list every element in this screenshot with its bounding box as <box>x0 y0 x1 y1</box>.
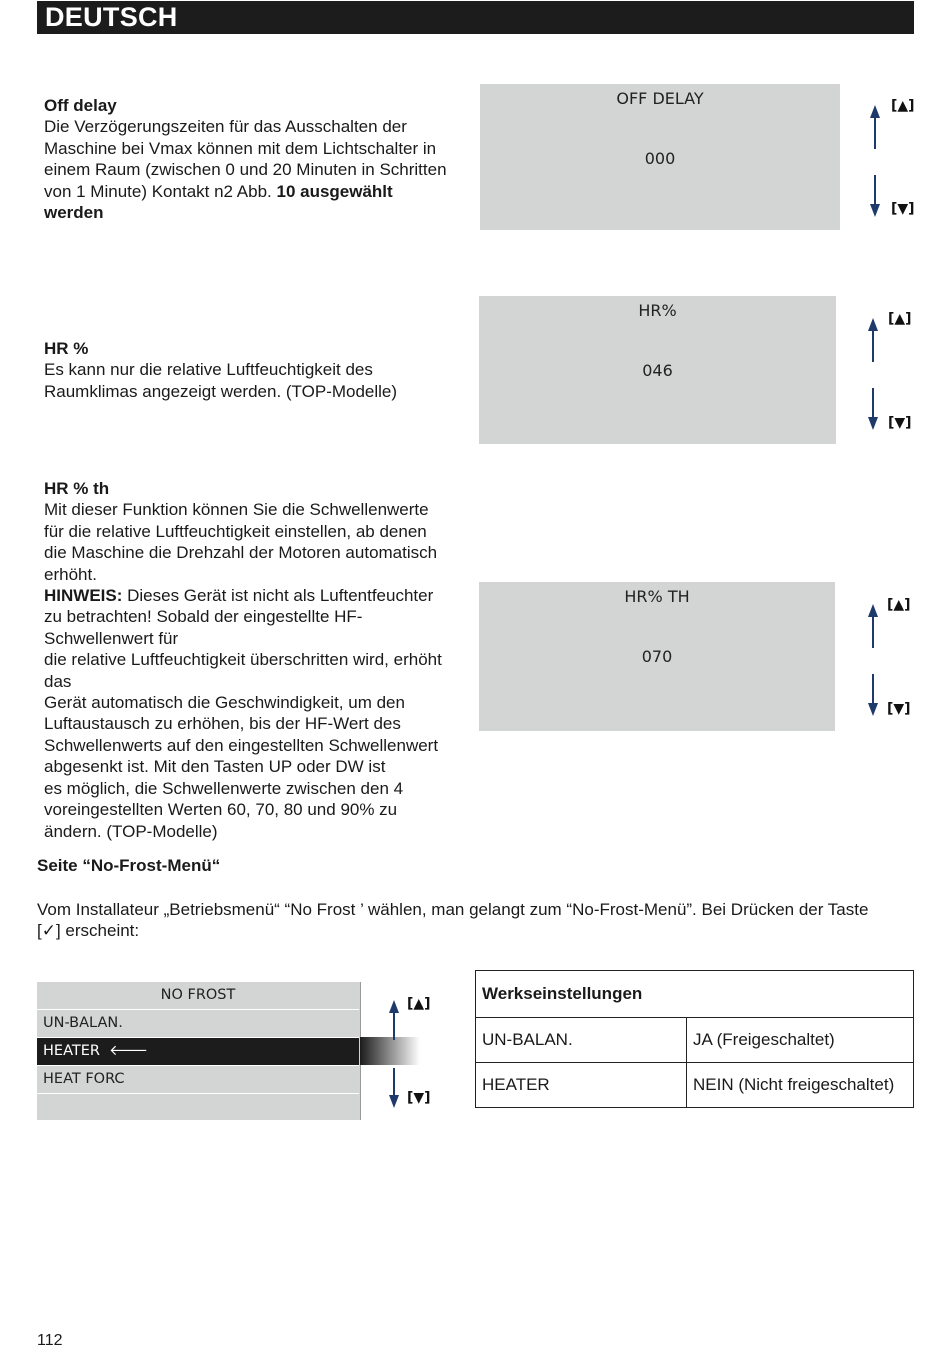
menu-item-label: HEAT FORC <box>43 1071 125 1087</box>
page-title: DEUTSCH <box>45 2 178 32</box>
text-line <box>37 920 917 941</box>
table-cell: UN-BALAN. <box>476 1018 687 1063</box>
text-fragment: Dieses Gerät ist nicht als Luftentfeuchter <box>122 586 434 606</box>
note-line <box>44 585 474 606</box>
text-line: das <box>44 671 72 691</box>
display-value: 000 <box>644 149 676 168</box>
table-header-row <box>476 971 914 1018</box>
text-line: Raumklimas angezeigt werden. (TOP-Modelle) <box>44 381 398 401</box>
text-line: Die Verzögerungszeiten für das Ausschalten der <box>44 117 407 137</box>
table-row <box>476 1063 914 1108</box>
up-key-label: [▲] <box>888 311 912 327</box>
text-bold: 10 ausgewählt <box>276 181 393 201</box>
up-down-arrows-icon <box>866 316 880 432</box>
text-line <box>44 181 474 202</box>
hr-heading: HR % <box>44 339 89 358</box>
page-number: 112 <box>37 1332 63 1349</box>
display-value: 046 <box>642 361 673 380</box>
factory-settings-table <box>475 970 914 1108</box>
text-line: Schwellenwert für <box>44 628 179 648</box>
display-title: OFF DELAY <box>616 89 704 108</box>
up-down-arrows-icon <box>868 103 882 219</box>
text-line: erhöht. <box>44 564 97 584</box>
down-key-label: [▼] <box>407 1090 431 1106</box>
text-fragment: [ <box>37 921 42 941</box>
text-line: für die relative Luftfeuchtigkeit einstellen, ab denen <box>44 521 427 541</box>
down-key-label: [▼] <box>888 415 912 431</box>
off-delay-text <box>44 95 474 223</box>
text-line: Mit dieser Funktion können Sie die Schwellenwerte <box>44 500 429 520</box>
menu-title-row <box>37 982 359 1009</box>
text-line: abgesenkt ist. Mit den Tasten UP oder DW ist <box>44 757 386 777</box>
hr-display <box>479 296 836 444</box>
off-delay-display <box>480 84 840 230</box>
text-line: einem Raum (zwischen 0 und 20 Minuten in Schritten <box>44 160 447 180</box>
check-icon: ✓ <box>41 921 56 941</box>
table-cell: NEIN (Nicht freigeschaltet) <box>687 1063 914 1108</box>
text-line: Luftaustausch zu erhöhen, bis der HF-Wert des <box>44 714 401 734</box>
no-frost-title: Seite “No-Frost-Menü“ <box>37 856 221 875</box>
text-fragment: von 1 Minute) Kontakt n2 Abb. <box>44 181 277 201</box>
menu-item-text: HEATER <box>43 1043 100 1059</box>
up-down-arrows-icon <box>866 602 880 718</box>
text-line: die Maschine die Drehzahl der Motoren automatisch <box>44 543 438 563</box>
hr-th-text <box>44 478 474 842</box>
text-line: es möglich, die Schwellenwerte zwischen den 4 <box>44 778 404 798</box>
hr-th-display <box>479 582 835 731</box>
text-fragment: ] erscheint: <box>55 921 140 941</box>
text-line: Maschine bei Vmax können mit dem Lichtschalter in <box>44 138 437 158</box>
table-row <box>476 1018 914 1063</box>
down-key-label: [▼] <box>891 201 915 217</box>
up-key-label: [▲] <box>891 98 915 114</box>
up-key-label: [▲] <box>407 996 431 1012</box>
no-frost-menu-display <box>37 982 361 1120</box>
text-line: die relative Luftfeuchtigkeit überschritten wird, erhöht <box>44 650 442 670</box>
menu-item-label <box>43 1038 148 1065</box>
menu-item <box>37 1009 359 1037</box>
note-label: HINWEIS: <box>44 586 123 606</box>
menu-title: NO FROST <box>160 987 236 1003</box>
table-cell: HEATER <box>476 1063 687 1108</box>
up-key-label: [▲] <box>887 597 911 613</box>
text-line: Gerät automatisch die Geschwindigkeit, um den <box>44 693 405 713</box>
text-line: zu betrachten! Sobald der eingestellte HF- <box>44 607 363 627</box>
menu-item-selected <box>37 1037 359 1065</box>
arrow-left-icon: 🡐 <box>109 1043 149 1059</box>
no-frost-description <box>37 899 917 942</box>
menu-empty-row <box>37 1093 359 1120</box>
hr-text <box>44 338 474 402</box>
up-down-arrows-icon <box>387 998 401 1110</box>
display-title: HR% <box>638 301 677 320</box>
display-value: 070 <box>641 647 673 666</box>
off-delay-heading: Off delay <box>44 96 117 115</box>
text-line: voreingestellten Werten 60, 70, 80 und 90% zu <box>44 800 398 820</box>
table-title: Werkseinstellungen <box>476 971 914 1018</box>
text-line: Es kann nur die relative Luftfeuchtigkeit des <box>44 360 373 380</box>
text-bold-line: werden <box>44 203 104 223</box>
text-line: Schwellenwerts auf den eingestellten Schwellenwert <box>44 735 439 755</box>
text-line: ändern. (TOP-Modelle) <box>44 821 218 841</box>
display-title: HR% TH <box>624 587 690 606</box>
table-cell: JA (Freigeschaltet) <box>687 1018 914 1063</box>
down-key-label: [▼] <box>887 701 911 717</box>
menu-item-label: UN-BALAN. <box>43 1015 123 1031</box>
header-bar <box>37 1 914 34</box>
hr-th-heading: HR % th <box>44 479 110 498</box>
text-line: Vom Installateur „Betriebsmenü“ “No Frost ’ wählen, man gelangt zum “No-Frost-Menü”. Bei Drücken der Taste <box>37 900 869 919</box>
menu-item <box>37 1065 359 1093</box>
